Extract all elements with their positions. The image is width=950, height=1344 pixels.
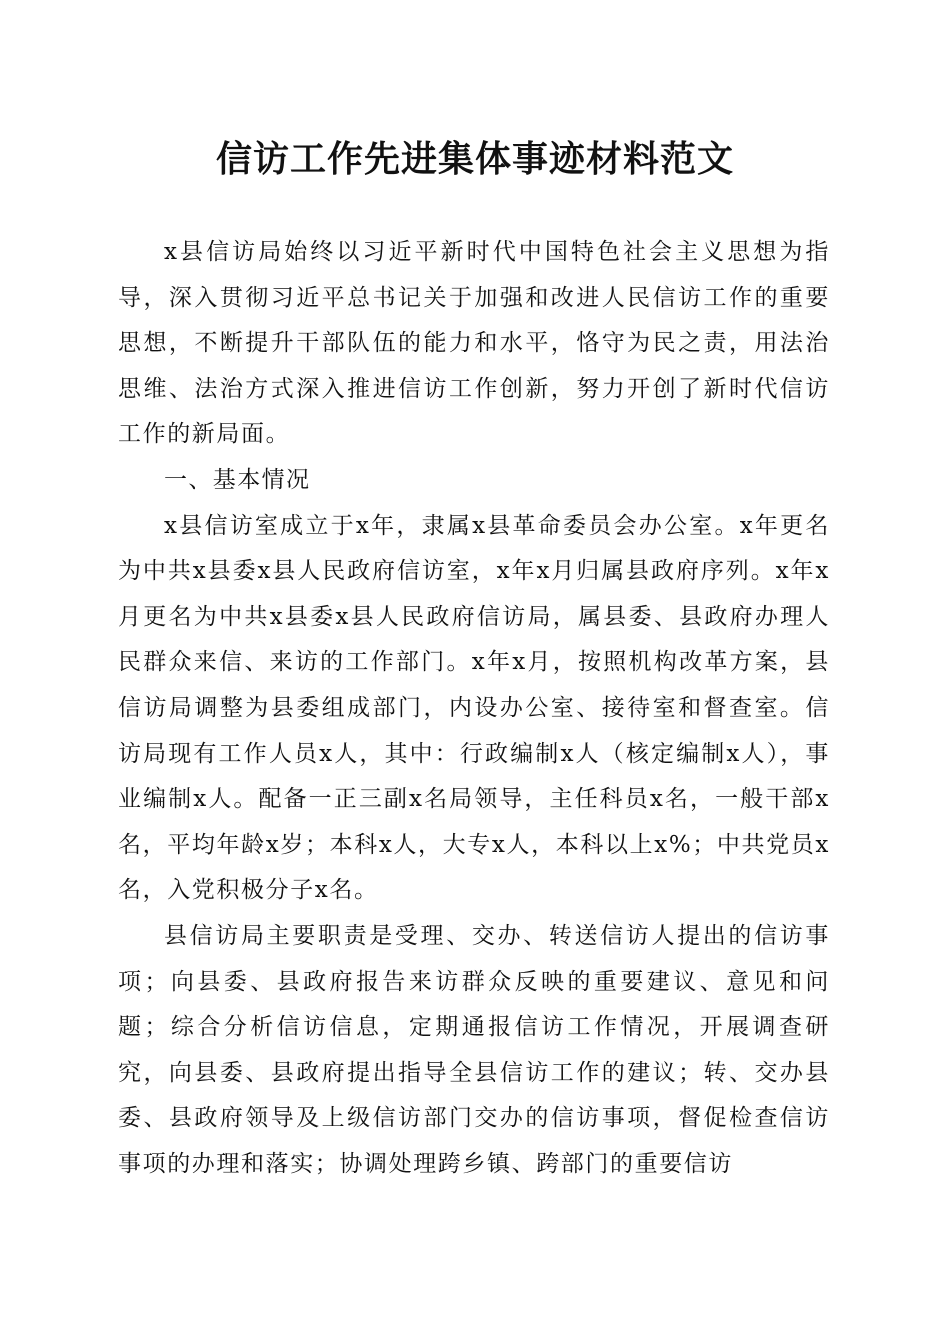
basic-info-paragraph: x县信访室成立于x年，隶属x县革命委员会办公室。x年更名为中共x县委x县人民政府信访室，x年x月归属县政府序列。x年x月更名为中共x县委x县人民政府信访局，属县委、县政府办理人民群众来信、来访的工作部门。x年x月，按照机构改革方案，县信访局调整为县委组成部门，内设办公室、接待室和督查室。信访局现有工作人员x人，其中：行政编制x人（核定编制x人），事业编制x人。配备一正三副x名局领导，主任科员x名，一般干部x名，平均年龄x岁；本科x人，大专x人，本科以上x%；中共党员x名，入党积极分子x名。 — [118, 512, 830, 904]
duties-paragraph: 县信访局主要职责是受理、交办、转送信访人提出的信访事项；向县委、县政府报告来访群众反映的重要建议、意见和问题；综合分析信访信息，定期通报信访工作情况，开展调查研究，向县委、县政府提出指导全县信访工作的建议；转、交办县委、县政府领导及上级信访部门交办的信访事项，督促检查信访事项的办理和落实；协调处理跨乡镇、跨部门的重要信访 — [118, 922, 830, 1177]
section-heading-basic-info: 一、基本情况 — [164, 466, 311, 493]
document-body — [118, 230, 830, 1187]
intro-paragraph: x县信访局始终以习近平新时代中国特色社会主义思想为指导，深入贯彻习近平总书记关于加强和改进人民信访工作的重要思想，不断提升干部队伍的能力和水平，恪守为民之责，用法治思维、法治方式深入推进信访工作创新，努力开创了新时代信访工作的新局面。 — [118, 239, 830, 448]
document-title: 信访工作先进集体事迹材料范文 — [215, 138, 734, 180]
